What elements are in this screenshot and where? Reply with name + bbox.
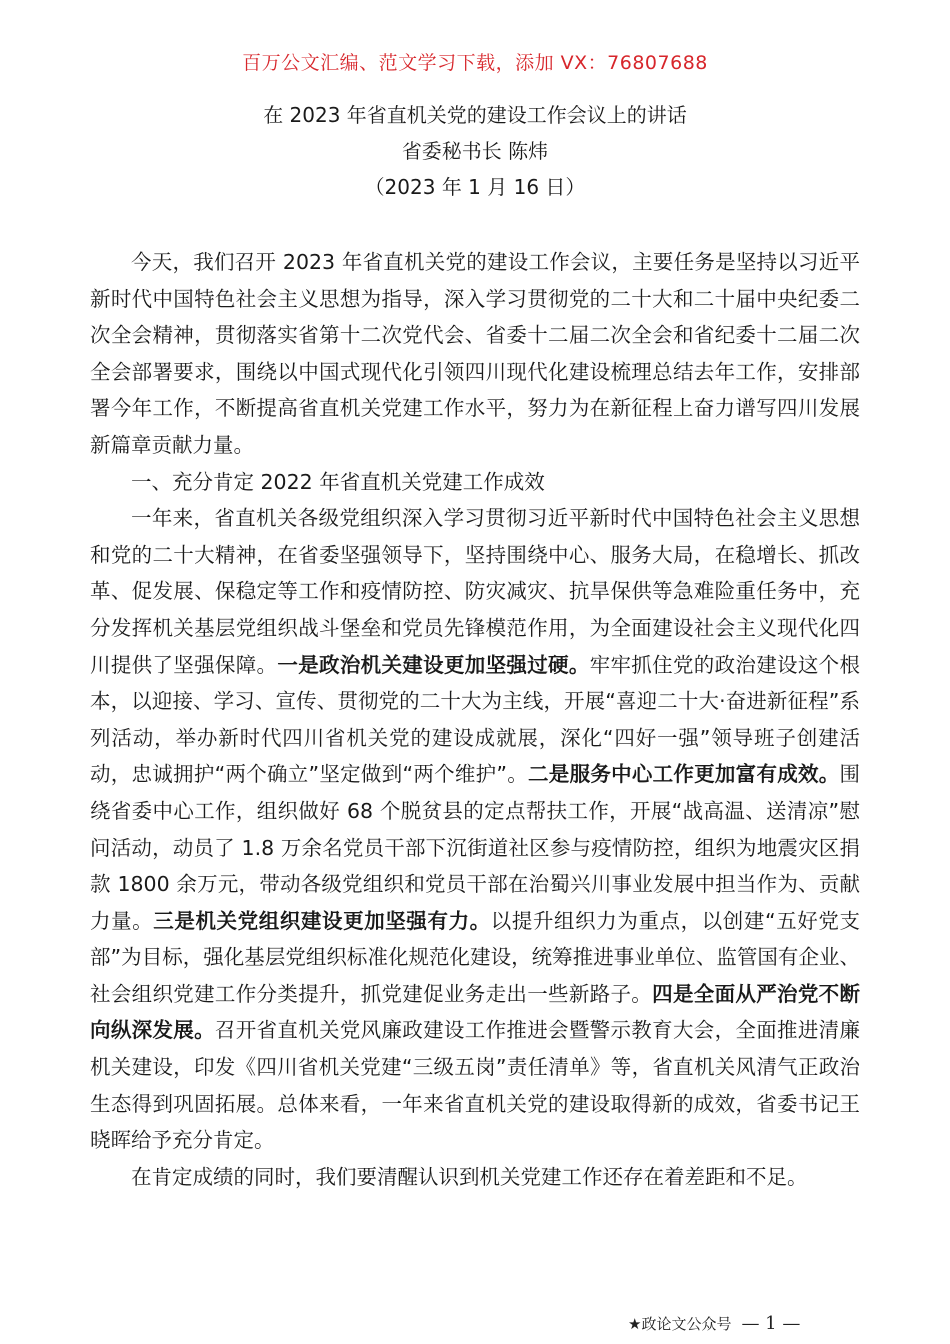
paragraph-shortcomings: 在肯定成绩的同时，我们要清醒认识到机关党建工作还存在着差距和不足。 <box>131 1164 808 1189</box>
paragraph-text: 围绕省委中心工作，组织做好 68 个脱贫县的定点帮扶工作，开展“战高温、送清凉”慰问活动，动员了 1.8 万余名党员干部下沉街道社区参与疫情防控，组织为地震灾区捐款 1800 余万元，带动各级党组织和党员干部在治蜀兴川事业发展中担当作为、贡献力量。 <box>90 762 860 933</box>
bold-point-4: 四是全面从严治党不断向纵深发展。 <box>90 981 860 1043</box>
promo-banner: 百万公文汇编、范文学习下载，添加 VX：76807688 <box>242 52 708 74</box>
paragraph-text: 一年来，省直机关各级党组织深入学习贯彻习近平新时代中国特色社会主义思想和党的二十大精神，在省委坚强领导下，坚持围绕中心、服务大局，在稳增长、抓改革、促发展、保稳定等工作和疫情防控、防灾减灾、抗旱保供等急难险重任务中，充分发挥机关基层党组织战斗堡垒和党员先锋模范作用，为全面建设社会主义现代化四川提供了坚强保障。 <box>90 506 860 677</box>
bold-point-3: 三是机关党组织建设更加坚强有力。 <box>153 908 491 933</box>
document-body <box>90 244 860 1195</box>
paragraph-text: 召开省直机关党风廉政建设工作推进会暨警示教育大会，全面推进清廉机关建设，印发《四川省机关党建“三级五岗”责任清单》等，省直机关风清气正政治生态得到巩固拓展。总体来看，一年来省直机关党的建设取得新的成效，省委书记王晓晖给予充分肯定。 <box>90 1018 861 1153</box>
paragraph-text: 以提升组织力为重点，以创建“五好党支部”为目标，强化基层党组织标准化规范化建设，统筹推进事业单位、监管国有企业、社会组织党建工作分类提升，抓党建促业务走出一些新路子。 <box>90 908 860 1006</box>
paragraph-text: 牢牢抓住党的政治建设这个根本，以迎接、学习、宣传、贯彻党的二十大为主线，开展“喜迎二十大·奋进新征程”系列活动，举办新时代四川省机关党的建设成就展，深化“四好一强”领导班子创建活动，忠诚拥护“两个确立”坚定做到“两个维护”。 <box>90 652 861 787</box>
bold-point-2: 二是服务中心工作更加富有成效。 <box>528 762 840 787</box>
page-footer <box>628 1313 800 1334</box>
paragraph-achievements <box>90 500 860 1159</box>
footer-source: ★政论文公众号 <box>628 1315 732 1333</box>
paragraph-intro: 今天，我们召开 2023 年省直机关党的建设工作会议，主要任务是坚持以习近平新时代中国特色社会主义思想为指导，深入学习贯彻党的二十大和二十届中央纪委二次全会精神，贯彻落实省第十二次党代会、省委十二届二次全会和省纪委十二届二次全会部署要求，围绕以中国式现代化引领四川现代化建设梳理总结去年工作，安排部署今年工作，不断提高省直机关党建工作水平，努力为在新征程上奋力谱写四川发展新篇章贡献力量。 <box>90 250 860 457</box>
document-title: 在 2023 年省直机关党的建设工作会议上的讲话 <box>263 103 687 127</box>
page-number: — 1 — <box>741 1313 801 1334</box>
document-author: 省委秘书长 陈炜 <box>401 139 549 163</box>
document-date: （2023 年 1 月 16 日） <box>364 175 586 199</box>
bold-point-1: 一是政治机关建设更加坚强过硬。 <box>277 652 590 677</box>
section-heading-1: 一、充分肯定 2022 年省直机关党建工作成效 <box>131 469 545 494</box>
